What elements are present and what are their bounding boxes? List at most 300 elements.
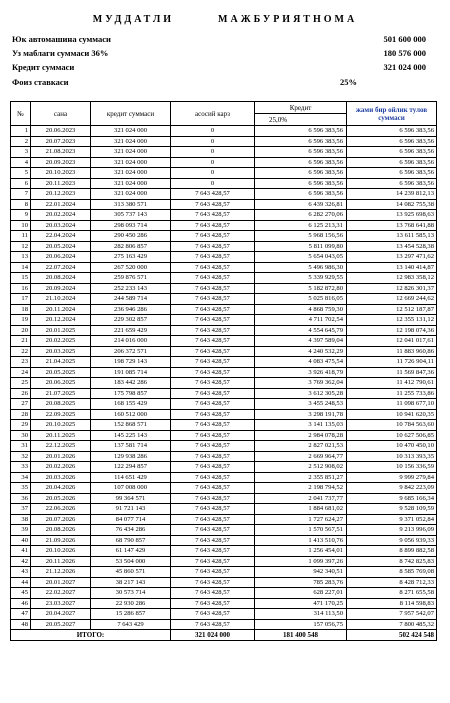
row-principal: 0 <box>171 168 255 179</box>
row-date: 20.07.2026 <box>31 514 91 525</box>
row-interest: 3 298 191,78 <box>255 409 347 420</box>
row-credit: 61 147 429 <box>91 546 171 557</box>
row-num: 40 <box>11 535 31 546</box>
row-principal: 7 643 428,57 <box>171 241 255 252</box>
row-total: 9 371 052,84 <box>347 514 437 525</box>
row-interest: 2 984 078,28 <box>255 430 347 441</box>
table-header <box>11 102 437 126</box>
row-interest: 157 056,75 <box>255 619 347 630</box>
info-label: Уз маблаги суммаси 36% <box>12 48 109 58</box>
info-label: Кредит суммаси <box>12 62 75 72</box>
row-num: 21 <box>11 336 31 347</box>
row-total: 10 470 450,10 <box>347 441 437 452</box>
row-principal: 7 643 428,57 <box>171 346 255 357</box>
row-principal: 7 643 428,57 <box>171 283 255 294</box>
table-row <box>11 451 437 462</box>
row-num: 36 <box>11 493 31 504</box>
row-total: 11 412 790,61 <box>347 378 437 389</box>
row-date: 21.08.2023 <box>31 147 91 158</box>
row-principal: 7 643 428,57 <box>171 220 255 231</box>
row-total: 12 355 131,12 <box>347 315 437 326</box>
table-row <box>11 325 437 336</box>
row-total: 6 596 383,56 <box>347 178 437 189</box>
header-total: жами бир ойлик тулов суммаси <box>347 102 437 126</box>
row-interest: 942 340,51 <box>255 567 347 578</box>
row-credit: 129 938 286 <box>91 451 171 462</box>
row-num: 29 <box>11 420 31 431</box>
table-row <box>11 220 437 231</box>
row-interest: 1 256 454,01 <box>255 546 347 557</box>
row-credit: 214 016 000 <box>91 336 171 347</box>
row-interest: 2 512 908,02 <box>255 462 347 473</box>
table-row <box>11 546 437 557</box>
row-total: 13 297 471,62 <box>347 252 437 263</box>
row-principal: 7 643 428,57 <box>171 399 255 410</box>
row-interest: 5 182 872,80 <box>255 283 347 294</box>
row-date: 21.12.2026 <box>31 567 91 578</box>
table-row <box>11 241 437 252</box>
row-credit: 91 721 143 <box>91 504 171 515</box>
header-date: сана <box>31 102 91 126</box>
row-date: 20.06.2025 <box>31 378 91 389</box>
table-row <box>11 619 437 630</box>
row-num: 16 <box>11 283 31 294</box>
row-total: 12 669 244,62 <box>347 294 437 305</box>
payment-schedule-table <box>10 101 437 641</box>
row-credit: 84 077 714 <box>91 514 171 525</box>
row-interest: 2 198 794,52 <box>255 483 347 494</box>
totals-label: ИТОГО: <box>11 630 171 641</box>
row-credit: 114 651 429 <box>91 472 171 483</box>
row-total: 9 999 279,84 <box>347 472 437 483</box>
row-principal: 7 643 428,57 <box>171 493 255 504</box>
row-interest: 4 554 645,79 <box>255 325 347 336</box>
row-date: 20.05.2026 <box>31 493 91 504</box>
row-credit: 321 024 000 <box>91 189 171 200</box>
row-credit: 321 024 000 <box>91 157 171 168</box>
info-label: Юк автомашина суммаси <box>12 34 111 44</box>
row-date: 20.07.2023 <box>31 136 91 147</box>
row-credit: 15 286 857 <box>91 609 171 620</box>
table-row <box>11 430 437 441</box>
row-date: 20.01.2026 <box>31 451 91 462</box>
info-value: 180 576 000 <box>383 48 426 58</box>
row-date: 22.01.2024 <box>31 199 91 210</box>
row-interest: 5 025 816,05 <box>255 294 347 305</box>
row-num: 20 <box>11 325 31 336</box>
row-total: 11 255 733,86 <box>347 388 437 399</box>
row-credit: 152 868 571 <box>91 420 171 431</box>
row-total: 8 742 825,83 <box>347 556 437 567</box>
row-principal: 7 643 428,57 <box>171 504 255 515</box>
row-interest: 5 811 099,80 <box>255 241 347 252</box>
table-row <box>11 157 437 168</box>
totals-row <box>11 630 437 641</box>
row-num: 8 <box>11 199 31 210</box>
row-date: 21.04.2025 <box>31 357 91 368</box>
row-interest: 3 926 418,79 <box>255 367 347 378</box>
row-total: 12 983 358,12 <box>347 273 437 284</box>
table-row <box>11 357 437 368</box>
row-principal: 7 643 428,57 <box>171 535 255 546</box>
row-credit: 137 581 714 <box>91 441 171 452</box>
table-row <box>11 577 437 588</box>
row-date: 20.04.2026 <box>31 483 91 494</box>
table-row <box>11 136 437 147</box>
table-row <box>11 504 437 515</box>
row-principal: 7 643 428,57 <box>171 441 255 452</box>
row-credit: 183 442 286 <box>91 378 171 389</box>
header-credit: кредит суммаси <box>91 102 171 126</box>
row-date: 20.11.2023 <box>31 178 91 189</box>
row-credit: 298 093 714 <box>91 220 171 231</box>
row-num: 6 <box>11 178 31 189</box>
row-num: 44 <box>11 577 31 588</box>
row-num: 32 <box>11 451 31 462</box>
header-interest: Кредит <box>255 102 347 114</box>
row-num: 39 <box>11 525 31 536</box>
table-footer <box>11 630 437 641</box>
table-row <box>11 420 437 431</box>
row-principal: 7 643 428,57 <box>171 609 255 620</box>
table-row <box>11 567 437 578</box>
row-credit: 107 008 000 <box>91 483 171 494</box>
row-interest: 6 596 383,56 <box>255 136 347 147</box>
row-total: 10 156 336,59 <box>347 462 437 473</box>
row-date: 20.09.2023 <box>31 157 91 168</box>
row-num: 43 <box>11 567 31 578</box>
row-num: 28 <box>11 409 31 420</box>
row-total: 12 512 187,87 <box>347 304 437 315</box>
row-interest: 6 125 213,31 <box>255 220 347 231</box>
row-num: 2 <box>11 136 31 147</box>
row-num: 4 <box>11 157 31 168</box>
row-interest: 5 968 156,56 <box>255 231 347 242</box>
row-total: 12 041 017,61 <box>347 336 437 347</box>
row-principal: 7 643 428,57 <box>171 367 255 378</box>
row-date: 22.12.2025 <box>31 441 91 452</box>
row-num: 31 <box>11 441 31 452</box>
row-num: 26 <box>11 388 31 399</box>
row-credit: 321 024 000 <box>91 136 171 147</box>
row-date: 20.10.2023 <box>31 168 91 179</box>
table-row <box>11 388 437 399</box>
row-num: 12 <box>11 241 31 252</box>
row-principal: 7 643 428,57 <box>171 252 255 263</box>
row-num: 48 <box>11 619 31 630</box>
row-principal: 7 643 428,57 <box>171 451 255 462</box>
table-row <box>11 178 437 189</box>
row-num: 11 <box>11 231 31 242</box>
row-num: 5 <box>11 168 31 179</box>
row-date: 20.06.2024 <box>31 252 91 263</box>
row-date: 22.02.2027 <box>31 588 91 599</box>
row-date: 20.09.2024 <box>31 283 91 294</box>
row-principal: 7 643 428,57 <box>171 189 255 200</box>
row-date: 20.08.2024 <box>31 273 91 284</box>
row-total: 8 428 712,33 <box>347 577 437 588</box>
row-total: 6 596 383,56 <box>347 126 437 137</box>
table-row <box>11 514 437 525</box>
row-credit: 160 512 000 <box>91 409 171 420</box>
table-row <box>11 147 437 158</box>
row-interest: 5 339 929,55 <box>255 273 347 284</box>
row-credit: 321 024 000 <box>91 168 171 179</box>
row-principal: 7 643 428,57 <box>171 598 255 609</box>
table-row <box>11 189 437 200</box>
row-credit: 236 946 286 <box>91 304 171 315</box>
row-interest: 471 170,25 <box>255 598 347 609</box>
row-total: 11 098 677,10 <box>347 399 437 410</box>
table-row <box>11 483 437 494</box>
row-total: 9 528 109,59 <box>347 504 437 515</box>
row-date: 20.02.2026 <box>31 462 91 473</box>
row-credit: 229 302 857 <box>91 315 171 326</box>
row-date: 23.03.2027 <box>31 598 91 609</box>
row-interest: 6 596 383,56 <box>255 147 347 158</box>
table-row <box>11 168 437 179</box>
row-credit: 53 504 000 <box>91 556 171 567</box>
header-interest-rate: 25,0% <box>255 114 347 126</box>
row-date: 20.01.2027 <box>31 577 91 588</box>
row-date: 20.02.2025 <box>31 336 91 347</box>
row-total: 10 784 563,60 <box>347 420 437 431</box>
row-total: 8 114 598,83 <box>347 598 437 609</box>
table-row <box>11 252 437 263</box>
row-total: 13 140 414,87 <box>347 262 437 273</box>
row-principal: 7 643 428,57 <box>171 378 255 389</box>
totals-total: 502 424 548 <box>347 630 437 641</box>
row-credit: 122 294 857 <box>91 462 171 473</box>
row-principal: 7 643 428,57 <box>171 577 255 588</box>
row-interest: 4 868 759,30 <box>255 304 347 315</box>
table-row <box>11 472 437 483</box>
row-interest: 1 727 624,27 <box>255 514 347 525</box>
header-principal: асосий карз <box>171 102 255 126</box>
row-total: 6 596 383,56 <box>347 168 437 179</box>
table-row <box>11 346 437 357</box>
row-principal: 7 643 428,57 <box>171 567 255 578</box>
table-row <box>11 294 437 305</box>
row-num: 27 <box>11 399 31 410</box>
row-total: 7 800 485,32 <box>347 619 437 630</box>
row-principal: 0 <box>171 136 255 147</box>
row-num: 10 <box>11 220 31 231</box>
row-interest: 4 240 532,29 <box>255 346 347 357</box>
row-num: 33 <box>11 462 31 473</box>
row-interest: 3 141 135,03 <box>255 420 347 431</box>
row-credit: 221 659 429 <box>91 325 171 336</box>
row-interest: 6 596 383,56 <box>255 168 347 179</box>
row-num: 15 <box>11 273 31 284</box>
row-total: 13 454 528,38 <box>347 241 437 252</box>
table-row <box>11 493 437 504</box>
row-total: 9 213 996,09 <box>347 525 437 536</box>
row-num: 1 <box>11 126 31 137</box>
row-num: 7 <box>11 189 31 200</box>
row-total: 13 768 641,88 <box>347 220 437 231</box>
row-principal: 7 643 428,57 <box>171 325 255 336</box>
row-credit: 244 589 714 <box>91 294 171 305</box>
row-num: 34 <box>11 472 31 483</box>
row-credit: 38 217 143 <box>91 577 171 588</box>
row-total: 9 842 223,09 <box>347 483 437 494</box>
row-interest: 4 083 475,54 <box>255 357 347 368</box>
row-principal: 0 <box>171 126 255 137</box>
row-credit: 76 434 286 <box>91 525 171 536</box>
row-num: 18 <box>11 304 31 315</box>
row-total: 11 883 960,86 <box>347 346 437 357</box>
row-total: 12 198 074,36 <box>347 325 437 336</box>
row-interest: 6 596 383,56 <box>255 189 347 200</box>
row-num: 41 <box>11 546 31 557</box>
info-value: 321 024 000 <box>383 62 426 72</box>
row-interest: 2 669 964,77 <box>255 451 347 462</box>
row-num: 24 <box>11 367 31 378</box>
row-credit: 198 729 143 <box>91 357 171 368</box>
row-interest: 3 612 305,28 <box>255 388 347 399</box>
row-principal: 7 643 428,57 <box>171 472 255 483</box>
row-credit: 206 372 571 <box>91 346 171 357</box>
row-interest: 6 596 383,56 <box>255 178 347 189</box>
row-principal: 7 643 428,57 <box>171 409 255 420</box>
row-num: 35 <box>11 483 31 494</box>
row-principal: 7 643 428,57 <box>171 199 255 210</box>
row-date: 20.04.2027 <box>31 609 91 620</box>
row-date: 22.07.2024 <box>31 262 91 273</box>
row-interest: 6 596 383,56 <box>255 157 347 168</box>
row-num: 47 <box>11 609 31 620</box>
row-credit: 168 155 429 <box>91 399 171 410</box>
row-credit: 99 364 571 <box>91 493 171 504</box>
row-interest: 1 413 510,76 <box>255 535 347 546</box>
row-principal: 7 643 428,57 <box>171 588 255 599</box>
row-interest: 6 596 383,56 <box>255 126 347 137</box>
row-interest: 6 282 270,06 <box>255 210 347 221</box>
row-total: 6 596 383,56 <box>347 136 437 147</box>
table-row <box>11 588 437 599</box>
row-num: 46 <box>11 598 31 609</box>
row-principal: 7 643 428,57 <box>171 525 255 536</box>
row-credit: 267 520 000 <box>91 262 171 273</box>
table-row <box>11 199 437 210</box>
table-row <box>11 462 437 473</box>
row-total: 6 596 383,56 <box>347 157 437 168</box>
row-principal: 7 643 428,57 <box>171 420 255 431</box>
row-principal: 7 643 428,57 <box>171 546 255 557</box>
table-row <box>11 409 437 420</box>
row-interest: 1 570 567,51 <box>255 525 347 536</box>
row-num: 14 <box>11 262 31 273</box>
row-principal: 7 643 428,57 <box>171 619 255 630</box>
row-total: 13 611 585,13 <box>347 231 437 242</box>
info-label: Фоиз ставкаси <box>12 77 69 87</box>
row-credit: 321 024 000 <box>91 178 171 189</box>
row-date: 20.12.2023 <box>31 189 91 200</box>
row-principal: 7 643 428,57 <box>171 210 255 221</box>
row-num: 37 <box>11 504 31 515</box>
row-num: 19 <box>11 315 31 326</box>
row-interest: 4 711 702,54 <box>255 315 347 326</box>
row-total: 10 627 506,85 <box>347 430 437 441</box>
row-interest: 4 397 589,04 <box>255 336 347 347</box>
row-interest: 5 496 986,30 <box>255 262 347 273</box>
row-date: 20.03.2026 <box>31 472 91 483</box>
table-row <box>11 315 437 326</box>
row-date: 20.11.2024 <box>31 304 91 315</box>
table-row <box>11 378 437 389</box>
row-principal: 7 643 428,57 <box>171 462 255 473</box>
row-date: 21.07.2025 <box>31 388 91 399</box>
table-row <box>11 525 437 536</box>
document-title: МУДДАТЛИ МАЖБУРИЯТНОМА <box>92 14 358 25</box>
row-principal: 7 643 428,57 <box>171 388 255 399</box>
row-interest: 5 654 043,05 <box>255 252 347 263</box>
row-interest: 785 283,76 <box>255 577 347 588</box>
row-principal: 7 643 428,57 <box>171 231 255 242</box>
row-principal: 7 643 428,57 <box>171 430 255 441</box>
totals-interest: 181 400 548 <box>255 630 347 641</box>
row-date: 20.11.2026 <box>31 556 91 567</box>
row-date: 20.05.2025 <box>31 367 91 378</box>
row-credit: 321 024 000 <box>91 126 171 137</box>
row-total: 13 925 698,63 <box>347 210 437 221</box>
row-principal: 7 643 428,57 <box>171 556 255 567</box>
table-row <box>11 126 437 137</box>
row-interest: 3 769 362,04 <box>255 378 347 389</box>
row-interest: 1 099 397,26 <box>255 556 347 567</box>
row-date: 20.05.2027 <box>31 619 91 630</box>
row-interest: 314 113,50 <box>255 609 347 620</box>
row-num: 45 <box>11 588 31 599</box>
row-credit: 7 643 429 <box>91 619 171 630</box>
row-total: 6 596 383,56 <box>347 147 437 158</box>
row-credit: 282 806 857 <box>91 241 171 252</box>
row-total: 14 239 812,13 <box>347 189 437 200</box>
row-principal: 7 643 428,57 <box>171 273 255 284</box>
row-date: 20.03.2024 <box>31 220 91 231</box>
row-total: 8 585 769,08 <box>347 567 437 578</box>
table-row <box>11 336 437 347</box>
row-total: 11 569 847,36 <box>347 367 437 378</box>
row-principal: 7 643 428,57 <box>171 304 255 315</box>
row-total: 9 056 939,33 <box>347 535 437 546</box>
table-row <box>11 609 437 620</box>
row-credit: 290 450 286 <box>91 231 171 242</box>
table-row <box>11 283 437 294</box>
row-date: 20.10.2025 <box>31 420 91 431</box>
row-date: 21.10.2024 <box>31 294 91 305</box>
row-date: 22.06.2026 <box>31 504 91 515</box>
table-row <box>11 598 437 609</box>
row-date: 20.01.2025 <box>31 325 91 336</box>
row-total: 12 826 301,37 <box>347 283 437 294</box>
row-credit: 175 798 857 <box>91 388 171 399</box>
row-principal: 0 <box>171 147 255 158</box>
row-date: 20.05.2024 <box>31 241 91 252</box>
row-principal: 7 643 428,57 <box>171 262 255 273</box>
row-num: 38 <box>11 514 31 525</box>
table-row <box>11 304 437 315</box>
row-num: 3 <box>11 147 31 158</box>
row-num: 42 <box>11 556 31 567</box>
row-date: 20.02.2024 <box>31 210 91 221</box>
row-total: 10 313 393,35 <box>347 451 437 462</box>
row-date: 20.08.2025 <box>31 399 91 410</box>
row-date: 20.08.2026 <box>31 525 91 536</box>
row-credit: 252 233 143 <box>91 283 171 294</box>
row-principal: 0 <box>171 157 255 168</box>
